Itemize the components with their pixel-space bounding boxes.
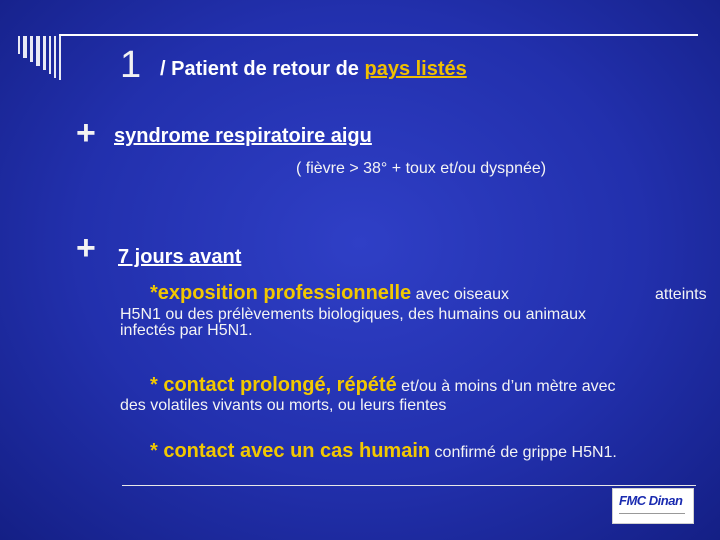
logo-text: FMC Dinan: [619, 493, 683, 508]
exposure-line-3: infectés par H5N1.: [120, 322, 253, 339]
contact-prolonged-line-2: des volatiles vivants ou morts, ou leurs fientes: [120, 397, 447, 414]
exposure-text: avec oiseaux: [411, 286, 510, 303]
plus-icon: +: [76, 229, 96, 267]
contact-prolonged-line-1: [150, 374, 616, 397]
title-prefix: / Patient de retour de: [160, 58, 365, 80]
contact-human-line: [150, 440, 617, 463]
fmc-dinan-logo: [612, 488, 694, 524]
contact-prolonged-text: et/ou à moins d’un mètre avec: [396, 378, 616, 395]
exposure-tail: atteints: [655, 286, 707, 303]
plus-icon: +: [76, 114, 96, 152]
bullet-detail-symptoms: ( fièvre > 38° + toux et/ou dyspnée): [296, 160, 547, 177]
contact-prolonged-lead: * contact prolongé, répété: [150, 374, 397, 396]
logo-underline: [619, 513, 685, 514]
contact-human-lead: * contact avec un cas humain: [150, 440, 431, 462]
footer-divider: [122, 485, 696, 486]
exposure-lead: *exposition professionnelle: [150, 282, 412, 304]
exposure-line-2: H5N1 ou des prélèvements biologiques, des humains ou animaux: [120, 306, 587, 323]
title-underlined: pays listés: [364, 58, 467, 80]
bullet-heading-syndrome: syndrome respiratoire aigu: [114, 125, 372, 147]
slide-title: [160, 58, 467, 81]
slide-number: 1: [120, 44, 142, 86]
bullet-heading-7-days: 7 jours avant: [118, 246, 242, 268]
contact-human-text: confirmé de grippe H5N1.: [430, 444, 617, 461]
exposure-line-1: [150, 282, 509, 305]
